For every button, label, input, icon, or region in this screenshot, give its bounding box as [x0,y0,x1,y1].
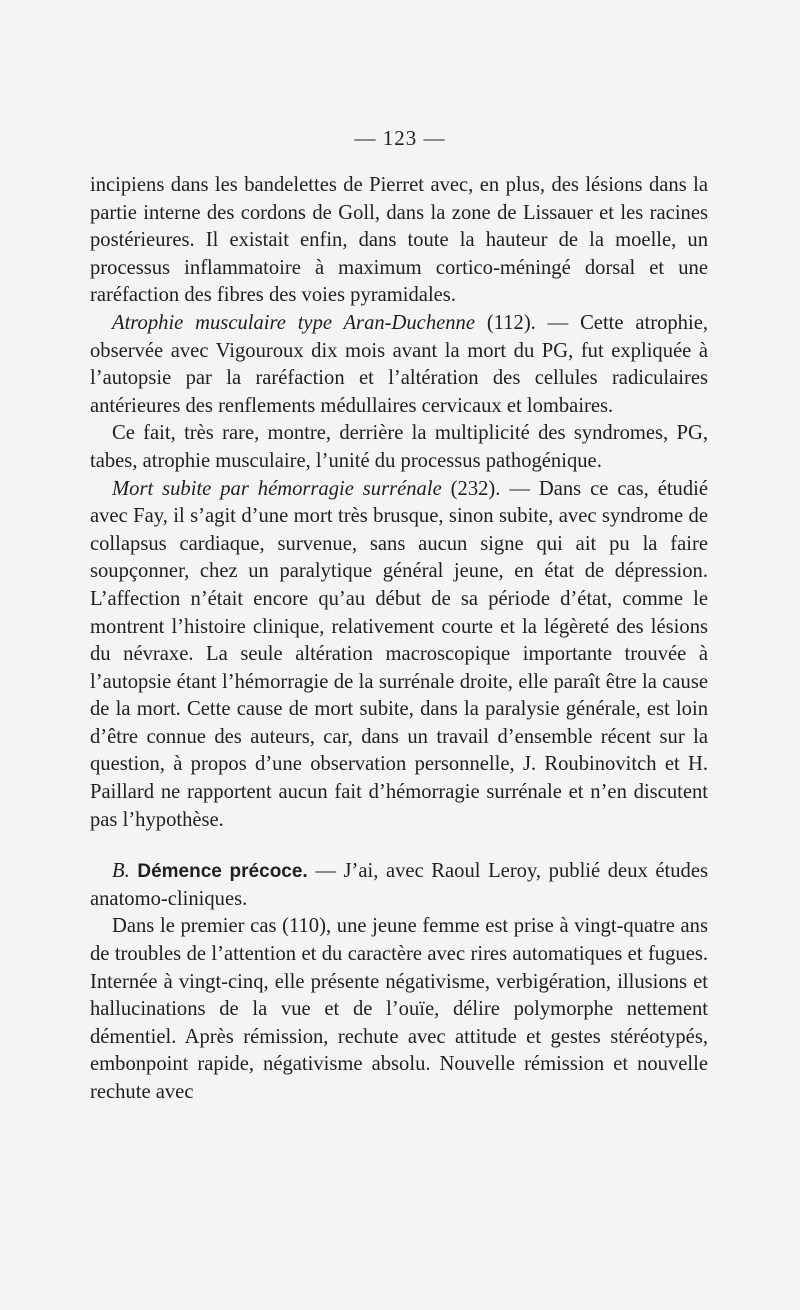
paragraph-premier-cas: Dans le premier cas (110), une jeune femme est prise à vingt-quatre ans de troubles de l’attention et du caractère avec rires automatiques et fugues. Internée à vingt-cinq, elle présente négativisme, verbigération, illusions et hallucinations de la vue et de l’ouïe, délire polymorphe nettement démentiel. Après rémission, rechute avec attitude et gestes stéréotypés, embonpoint rapide, négativisme absolu. Nouvelle rémission et nouvelle rechute avec [90,915,708,1103]
paragraph-atrophie-text: (112). — Cette atrophie, observée avec Vigouroux dix mois avant la mort du PG, fut expliquée à l’autopsie par la raréfaction et l’altération des cellules radiculaires antérieures des renflements médullaires cervicaux et lombaires. [90,311,708,417]
section-title-demence-precoce: Démence précoce. [137,861,308,883]
paragraph-atrophie [90,310,708,420]
section-title-mort-subite: Mort subite par hémorragie surrénale [112,477,442,500]
body-text [90,172,708,1107]
page-number: — 123 — [354,126,446,150]
section-letter: B. [112,860,130,883]
paragraph-mort-subite [90,476,708,835]
paragraph-demence-precoce-text: — J’ai, avec Raoul Leroy, publié deux études anatomo-cliniques. [90,860,708,910]
paragraph-demence-precoce [90,858,708,913]
section-title-atrophie: Atrophie musculaire type Aran-Duchenne [112,311,475,334]
paragraph-ce-fait: Ce fait, très rare, montre, derrière la multiplicité des syndromes, PG, tabes, atrophie musculaire, l’unité du processus pathogénique. [90,422,708,472]
paragraph-continuation: incipiens dans les bandelettes de Pierret avec, en plus, des lésions dans la partie interne des cordons de Goll, dans la zone de Lissauer et les racines postérieures. Il existait enfin, dans toute la hauteur de la moelle, un processus inflammatoire à maximum cortico-méningé dorsal et une raréfaction des fibres des voies pyramidales. [90,174,708,307]
paragraph-mort-subite-text: (232). — Dans ce cas, étudié avec Fay, il s’agit d’une mort très brusque, sinon subite, avec syndrome de collapsus cardiaque, survenue, sans aucun signe qui ait pu la faire soupçonner, chez un paralytique général jeune, en état de dépression. L’affection n’était encore qu’au début de sa période d’état, comme le montrent l’histoire clinique, relativement courte et la légèreté des lésions du névraxe. La seule altération macroscopique importante trouvée à l’autopsie étant l’hémorragie de la surrénale droite, elle paraît être la cause de la mort. Cette cause de mort subite, dans la paralysie générale, est loin d’être connue des auteurs, car, dans un travail d’ensemble récent sur la question, à propos d’une observation personnelle, J. Roubinovitch et H. Paillard ne rapportent aucun fait d’hémorragie surrénale et n’en discutent pas l’hypothèse. [90,477,709,831]
